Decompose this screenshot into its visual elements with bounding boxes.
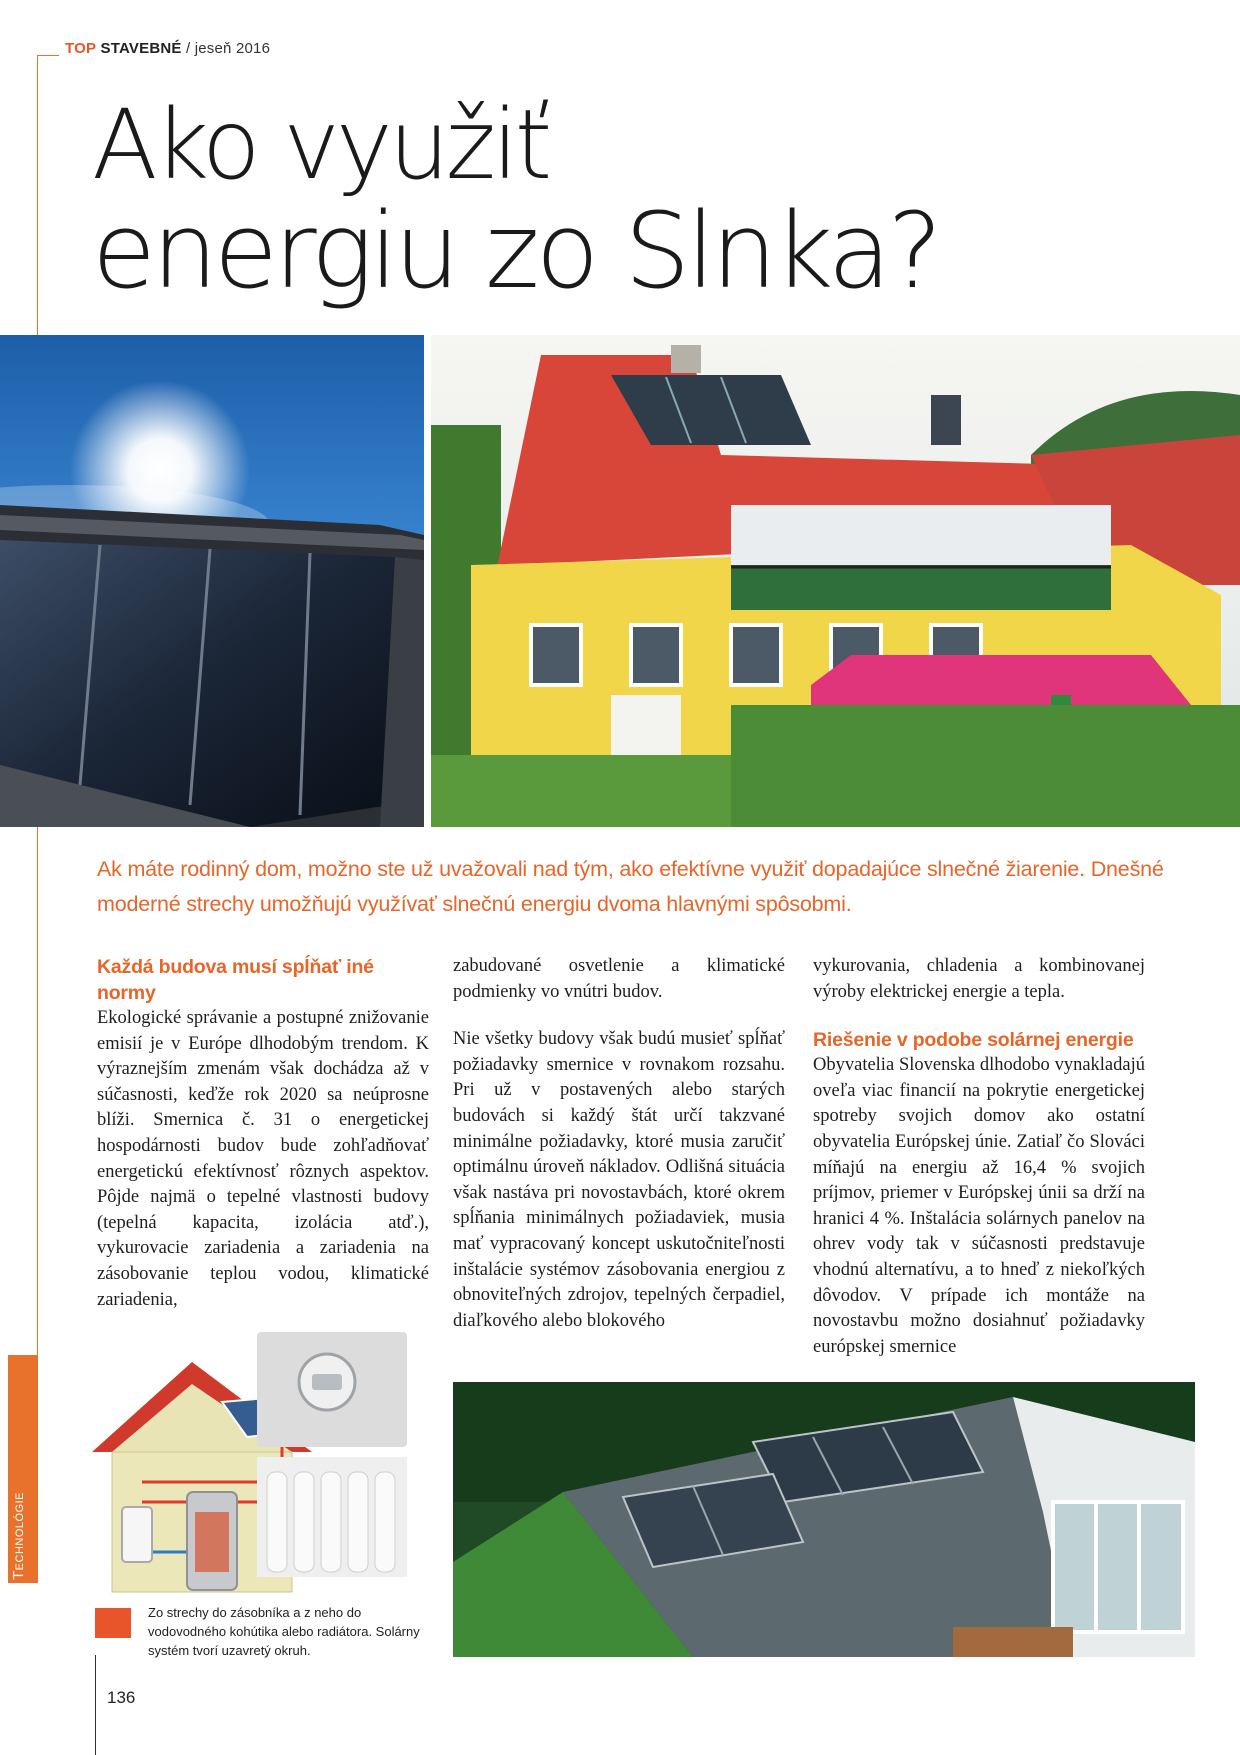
header-rule <box>37 55 59 56</box>
folio-rule <box>95 1655 96 1755</box>
title-line-2: energiu zo Slnka? <box>92 190 939 312</box>
body-paragraph: zabudované osvetlenie a klimatické podmienky vo vnútri budov. <box>453 956 785 1002</box>
article-lead: Ak máte rodinný dom, možno ste už uvažovali nad tým, ako efektívne využiť dopadajúce slnečné žiarenie. Dnešné moderné strechy umožňujú využívať slnečnú energiu dvoma hlavnými spôsobmi. <box>97 857 1164 916</box>
brand-name: STAVEBNÉ <box>100 40 182 57</box>
title-line-1: Ako využiť <box>92 89 549 201</box>
caption-marker <box>95 1608 131 1638</box>
subhead-solar: Riešenie v podobe solárnej energie <box>813 1029 1134 1052</box>
solar-panel-photo <box>0 335 424 827</box>
subhead-norms: Každá budova musí spĺňať iné normy <box>97 956 374 1004</box>
body-paragraph: Ekologické správanie a postupné znižovanie emisií je v Európe dlhodobým trendom. K výraznejším zmenám však dochádza až v súčasnosti, keďže rok 2020 sa neúprosne blíži. Smernica č. 31 o energetickej hospodárnosti budov bude zohľadňovať energetickú efektívnosť rôznych aspektov. Pôjde najmä o tepelné vlastnosti budovy (tepelná kapacita, izolácia atď.), vykurovacie zariadenia a zariadenia na zásobovanie teplou vodou, klimatické zariadenia, <box>97 1008 429 1310</box>
solar-system-diagram <box>82 1322 417 1597</box>
section-label: Technológie <box>10 1491 27 1580</box>
modern-roof-photo <box>453 1382 1195 1657</box>
brand-top: TOP <box>65 40 97 57</box>
diagram-caption: Zo strechy do zásobníka a z neho do vodovodného kohútika alebo radiátora. Solárny systém tvorí uzavretý okruh. <box>148 1605 420 1658</box>
page-number: 136 <box>107 1688 136 1707</box>
house-photo <box>431 335 1240 827</box>
running-head <box>65 40 270 57</box>
text-column-2 <box>453 954 785 1334</box>
body-paragraph: Nie všetky budovy však budú musieť spĺňať požiadavky smernice v rovnakom rozsahu. Pri už v postavených alebo starých budovách si každý štát určí takzvané minimálne požiadavky, ktoré musia zaručiť optimálnu úroveň nákladov. Odlišná situácia však nastáva pri novostavbách, ktoré okrem spĺňania minimálnych požiadaviek, musia mať vypracovaný koncept uskutočniteľnosti inštalácie systémov zásobovania energiou z obnoviteľných zdrojov, tepelných čerpadiel, diaľkového alebo blokového <box>453 1029 785 1331</box>
text-column-3 <box>813 954 1145 1360</box>
body-paragraph: Obyvatelia Slovenska dlhodobo vynakladajú oveľa viac financií na pokrytie energetickej spotreby svojich domov ako ostatní obyvatelia Európskej únie. Zatiaľ čo Slováci míňajú na energiu až 16,4 % svojich príjmov, priemer v Európskej únii sa drží na hranici 4 %. Inštalácia solárnych panelov na ohrev vody tak v súčasnosti predstavuje vhodnú alternatívu, a to hneď z niekoľkých dôvodov. V prípade ich montáže na novostavbu možno dosiahnuť požiadavky európskej smernice <box>813 1055 1145 1357</box>
body-paragraph: vykurovania, chladenia a kombinovanej výroby elektrickej energie a tepla. <box>813 956 1145 1002</box>
article-title <box>92 89 939 312</box>
text-column-1 <box>97 954 429 1313</box>
header-separator: / <box>181 40 195 57</box>
issue-date: jeseň 2016 <box>194 40 271 57</box>
